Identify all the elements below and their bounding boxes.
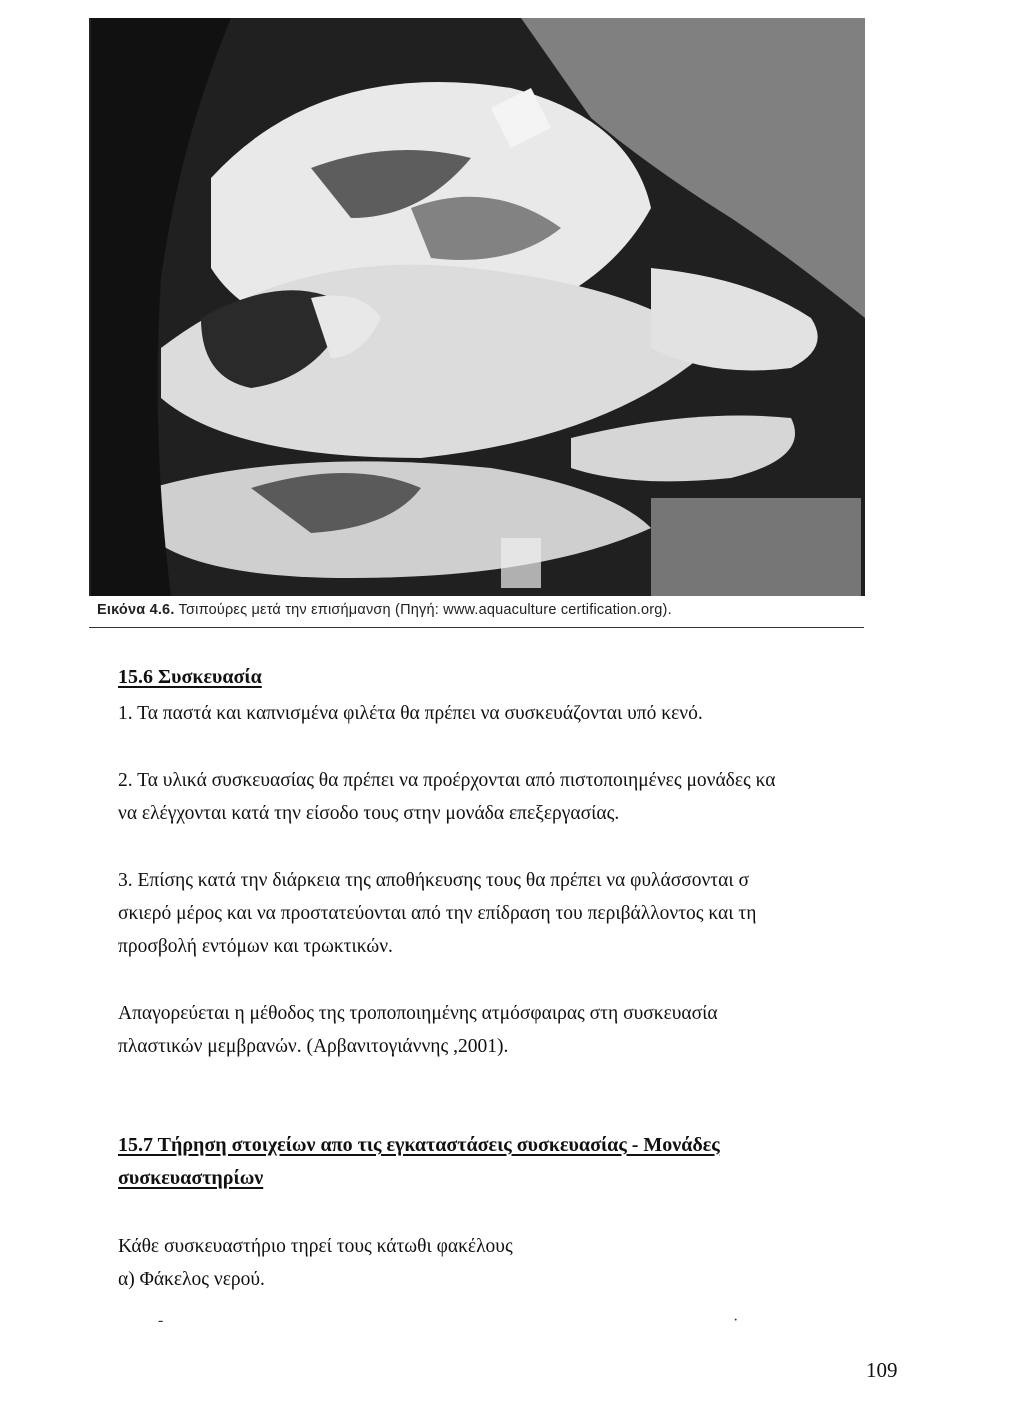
caption-divider [89, 627, 864, 628]
text-line: α) Φάκελος νερού. [118, 1269, 265, 1290]
text-line: 2. Τα υλικά συσκευασίας θα πρέπει να προέρχονται από πιστοποιημένες μονάδες κα [118, 770, 776, 791]
section-heading-15-7: 15.7 Τήρηση στοιχείων απο τις εγκαταστάσεις συσκευασίας - Μονάδες [118, 1134, 720, 1156]
list-item [118, 864, 878, 963]
figure-caption [97, 602, 867, 618]
caption-text: Τσιπούρες μετά την επισήμανση (Πηγή: www.aquaculture certification.org). [174, 602, 672, 618]
text-line: προσβολή εντόμων και τρωκτικών. [118, 936, 393, 957]
paragraph [118, 1230, 878, 1296]
text-line: 1. Τα παστά και καπνισμένα φιλέτα θα πρέπει να συσκευάζονται υπό κενό. [118, 703, 703, 724]
text-line: Κάθε συσκευαστήριο τηρεί τους κάτωθι φακέλους [118, 1236, 513, 1257]
list-item [118, 764, 878, 830]
section-heading-15-6: 15.6 Συσκευασία [118, 666, 262, 688]
page-number: 109 [866, 1358, 898, 1382]
list-item [118, 697, 878, 730]
figure-photo [89, 18, 865, 596]
text-line: να ελέγχονται κατά την είσοδο τους στην μονάδα επεξεργασίας. [118, 803, 620, 824]
fish-photo-illustration [91, 18, 865, 596]
caption-label: Εικόνα 4.6. [97, 602, 175, 618]
text-line: σκιερό μέρος και να προστατεύονται από την επίδραση του περιβάλλοντος και τη [118, 903, 757, 924]
section-heading-15-7-cont: συσκευαστηρίων [118, 1167, 264, 1189]
stray-mark: · [733, 1312, 739, 1329]
stray-mark: - [158, 1312, 164, 1329]
text-line: πλαστικών μεμβρανών. (Αρβανιτογιάννης ,2001). [118, 1036, 509, 1057]
text-line: Απαγορεύεται η μέθοδος της τροποποιημένης ατμόσφαιρας στη συσκευασία [118, 1003, 718, 1024]
text-line: 3. Επίσης κατά την διάρκεια της αποθήκευσης τους θα πρέπει να φυλάσσονται σ [118, 870, 749, 891]
paragraph [118, 997, 878, 1063]
